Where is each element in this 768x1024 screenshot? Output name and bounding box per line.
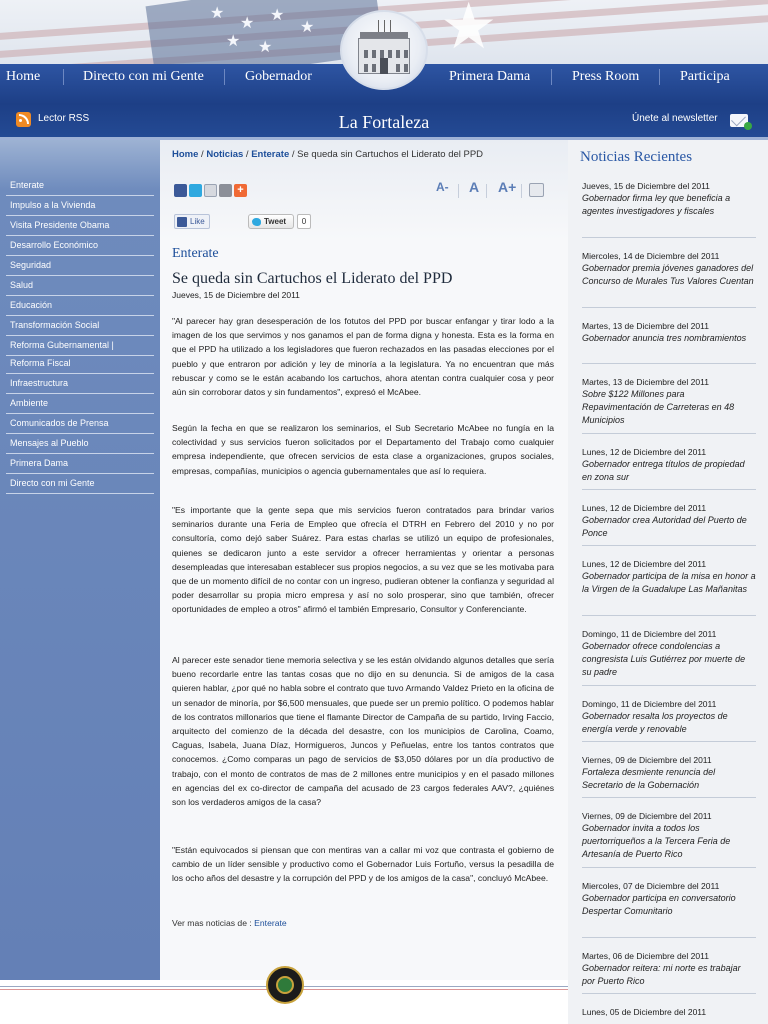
news-headline[interactable]: Gobernador premia jóvenes ganadores del Concurso de Murales Tus Valores Cuentan xyxy=(582,263,754,286)
sidebar-item-impulso-vivienda[interactable]: Impulso a la Vivienda xyxy=(6,196,154,216)
breadcrumb-noticias[interactable]: Noticias xyxy=(206,149,244,160)
breadcrumb-separator: / xyxy=(289,149,298,160)
text-smaller-button[interactable]: A- xyxy=(436,180,449,194)
nav-separator xyxy=(659,69,660,85)
star-icon: ★ xyxy=(258,39,273,56)
news-item[interactable] xyxy=(582,376,756,434)
text-normal-button[interactable]: A xyxy=(469,179,480,195)
sidebar-item-reforma-gubernamental[interactable]: Reforma Gubernamental | xyxy=(6,336,154,356)
nav-participa[interactable]: Participa xyxy=(680,69,730,84)
twitter-icon[interactable] xyxy=(189,184,202,197)
mail-icon[interactable] xyxy=(730,114,748,127)
news-item[interactable] xyxy=(582,446,756,490)
print-icon[interactable] xyxy=(219,184,232,197)
seal-icon xyxy=(266,966,304,1004)
news-item[interactable] xyxy=(582,180,756,238)
news-item[interactable] xyxy=(582,250,756,308)
news-date: Domingo, 11 de Diciembre del 2011 xyxy=(582,699,717,709)
rss-icon[interactable] xyxy=(16,112,31,127)
breadcrumb-home[interactable]: Home xyxy=(172,149,199,160)
news-date: Miercoles, 07 de Diciembre del 2011 xyxy=(582,881,720,891)
news-item[interactable] xyxy=(582,558,756,616)
news-date: Lunes, 12 de Diciembre del 2011 xyxy=(582,447,707,457)
news-headline[interactable]: Fortaleza desmiente renuncia del Secretario de la Gobernación xyxy=(582,767,716,790)
article-date: Jueves, 15 de Diciembre del 2011 xyxy=(172,290,300,300)
like-label: Like xyxy=(190,217,205,226)
rss-link[interactable]: Lector RSS xyxy=(38,113,90,124)
tool-separator xyxy=(521,184,522,198)
news-date: Domingo, 11 de Diciembre del 2011 xyxy=(582,629,717,639)
sidebar-item-reforma-fiscal[interactable]: Reforma Fiscal xyxy=(6,354,154,374)
tweet-count: 0 xyxy=(297,214,311,229)
news-item[interactable] xyxy=(582,754,756,798)
news-headline[interactable]: Gobernador firma ley que beneficia a agentes investigadores y fiscales xyxy=(582,193,731,216)
news-date: Miercoles, 14 de Diciembre del 2011 xyxy=(582,251,720,261)
news-item[interactable] xyxy=(582,320,756,364)
sidebar-item-desarrollo-economico[interactable]: Desarrollo Económico xyxy=(6,236,154,256)
news-headline[interactable]: Gobernador crea Autoridad del Puerto de Ponce xyxy=(582,515,747,538)
news-date: Martes, 13 de Diciembre del 2011 xyxy=(582,321,709,331)
article-paragraph: Según la fecha en que se realizaron los seminarios, el Sub Secretario McAbee no fungía en la colectividad y sus servicios fueron solicitados por el Departamento del Trabajo como cualquier empresa independiente, que ofrecen servicios de esta clase a organizaciones, grupos sociales, empresas, compañías, municipios o agencia gubernamentales que así lo requiera. xyxy=(172,423,554,476)
news-date: Lunes, 12 de Diciembre del 2011 xyxy=(582,503,707,513)
star-icon: ★ xyxy=(226,33,241,50)
breadcrumb xyxy=(172,148,483,162)
sidebar-item-educacion[interactable]: Educación xyxy=(6,296,154,316)
sidebar-item-transformacion-social[interactable]: Transformación Social xyxy=(6,316,154,336)
email-icon[interactable] xyxy=(204,184,217,197)
news-item[interactable] xyxy=(582,880,756,938)
nav-separator xyxy=(224,69,225,85)
text-larger-button[interactable]: A+ xyxy=(498,179,517,195)
sidebar xyxy=(0,140,160,980)
more-news-prefix: Ver mas noticias de : xyxy=(172,918,255,928)
news-date: Jueves, 15 de Diciembre del 2011 xyxy=(582,181,710,191)
article-panel xyxy=(160,140,568,980)
news-item[interactable] xyxy=(582,628,756,686)
nav-separator xyxy=(63,69,64,85)
news-date: Lunes, 05 de Diciembre del 2011 xyxy=(582,1007,707,1017)
news-headline[interactable]: Gobernador invita a todos los puertorriqueños a la Tercera Feria de Artesanía de Puerto Rico xyxy=(582,823,731,859)
news-headline[interactable]: Sobre $122 Millones para Repavimentación de Carreteras en 48 Municipios xyxy=(582,389,735,425)
nav-home[interactable]: Home xyxy=(6,69,41,84)
header-subbar xyxy=(0,104,768,140)
tweet-button[interactable] xyxy=(248,214,294,229)
nav-press-room[interactable]: Press Room xyxy=(572,69,640,84)
breadcrumb-enterate[interactable]: Enterate xyxy=(251,149,290,160)
sidebar-item-primera-dama[interactable]: Primera Dama xyxy=(6,454,154,474)
palace-emblem-icon[interactable] xyxy=(340,10,428,90)
sidebar-item-directo-con-mi-gente[interactable]: Directo con mi Gente xyxy=(6,474,154,494)
news-date: Viernes, 09 de Diciembre del 2011 xyxy=(582,755,712,765)
footer xyxy=(0,980,568,1024)
news-headline[interactable]: Gobernador participa en conversatorio Despertar Comunitario xyxy=(582,893,736,916)
recent-news-title: Noticias Recientes xyxy=(580,149,693,165)
facebook-icon[interactable] xyxy=(174,184,187,197)
article-paragraph: "Están equivocados si piensan que con mentiras van a callar mi voz que contrasta el gobierno de cambio de un líder sensible y productivo como el Gobernador Luis Fortuño, versus la pesadilla de los ocho años del desastre y la corrupción del PPD y de los amigos de la casa", concluyó McAbee. xyxy=(172,845,554,884)
star-icon: ★ xyxy=(270,7,285,24)
news-item[interactable] xyxy=(582,502,756,546)
news-headline[interactable]: Gobernador anuncia tres nombramientos xyxy=(582,333,747,343)
breadcrumb-separator: / xyxy=(243,149,252,160)
star-icon: ★ xyxy=(440,0,498,62)
news-date: Viernes, 09 de Diciembre del 2011 xyxy=(582,811,712,821)
sidebar-item-salud[interactable]: Salud xyxy=(6,276,154,296)
star-icon: ★ xyxy=(240,15,255,32)
site-title: La Fortaleza xyxy=(338,112,430,132)
article-paragraph: "Al parecer hay gran desesperación de los fotutos del PPD por buscar enfangar y tirar lodo a la imagen de los que servimos y nos ganamos el pan de forma digna y honesta. Esta es la forma en que el PPD ha utilizado a los legisladores que fueron rechazados en las pasadas elecciones por el pueblo y que entraron por adición y ley de minoría a la legislatura. Ya no encuentran que más rebuscar y como se le están acabando los cartuchos, ahora atentan contra cualquier cosa y peor aún sin corroborar datos y sin fundamentos", expresó el McAbee. xyxy=(172,316,554,398)
news-item[interactable] xyxy=(582,1006,756,1024)
news-item[interactable] xyxy=(582,698,756,742)
sidebar-item-comunicados-prensa[interactable]: Comunicados de Prensa xyxy=(6,414,154,434)
sidebar-item-mensajes-pueblo[interactable]: Mensajes al Pueblo xyxy=(6,434,154,454)
more-news-link[interactable]: Enterate xyxy=(254,918,287,928)
more-news xyxy=(172,916,287,930)
news-headline[interactable]: Gobernador reitera: mi norte es trabajar por Puerto Rico xyxy=(582,963,741,986)
breadcrumb-separator: / xyxy=(198,149,207,160)
article-paragraph: Al parecer este senador tiene memoria selectiva y se les están olvidando algunos detalles que sería bueno recordarle entre las tantas cosas que no dijo en su denuncia. Si de amigos de la casa quieren hablar, ¿por qué no habla sobre el contrato que tuvo Armando Valdez Prieto en la oficina de un senador de minoría, por $6,500 mensuales, que puede ser un premio político. O podemos hablar de los contratos millonarios que tiene el flamante Director de Campaña de su partido, Irving Faccio, arquitecto del comienzo de la década del desastre, con los municipios de Carolina, Coamo, Caguas, Isabela, Juana Díaz, Hormigueros, Juncos y Peñuelas, entre los tantos contratos que conocemos. ¿Como comparas un pago de servicios de $3,050 dólares por un día productivo de trabajo, con el monto de contratos de mas de 2 millones entre municipios y en el pasado millones en agencias del ex co-director de campaña del acusado de 23 cargos federales AAV?, ¿quiénes son los verdaderos amigos de la casa? xyxy=(172,655,554,808)
news-item[interactable] xyxy=(582,950,756,994)
star-icon: ★ xyxy=(300,19,315,36)
article-title: Se queda sin Cartuchos el Liderato del PPD xyxy=(172,270,453,287)
breadcrumb-current: Se queda sin Cartuchos el Liderato del PPD xyxy=(297,149,484,160)
sidebar-item-enterate[interactable]: Enterate xyxy=(6,176,154,196)
nav-primera-dama[interactable]: Primera Dama xyxy=(449,69,531,84)
news-item[interactable] xyxy=(582,810,756,868)
news-headline[interactable]: Gobernador resalta los proyectos de energía verde y renovable xyxy=(582,711,728,734)
facebook-like-button[interactable] xyxy=(174,214,210,229)
nav-gobernador[interactable]: Gobernador xyxy=(245,69,312,84)
news-date: Martes, 13 de Diciembre del 2011 xyxy=(582,377,709,387)
tweet-label: Tweet xyxy=(264,217,287,226)
sidebar-item-ambiente[interactable]: Ambiente xyxy=(6,394,154,414)
news-date: Martes, 06 de Diciembre del 2011 xyxy=(582,951,709,961)
nav-separator xyxy=(551,69,552,85)
recent-news-panel xyxy=(568,140,768,1024)
newsletter-link[interactable]: Únete al newsletter xyxy=(632,113,718,124)
sidebar-item-infraestructura[interactable]: Infraestructura xyxy=(6,374,154,394)
printer-icon[interactable] xyxy=(529,183,544,197)
star-icon: ★ xyxy=(210,5,225,22)
news-headline[interactable]: Gobernador entrega títulos de propiedad en zona sur xyxy=(582,459,745,482)
section-label: Enterate xyxy=(172,246,219,261)
sidebar-item-seguridad[interactable]: Seguridad xyxy=(6,256,154,276)
news-headline[interactable]: Gobernador participa de la misa en honor a la Virgen de la Guadalupe Las Mañanitas xyxy=(582,571,756,594)
news-headline[interactable]: Gobernador ofrece condolencias a congresista Luis Gutiérrez por muerte de su padre xyxy=(582,641,746,677)
tool-separator xyxy=(486,184,487,198)
article-paragraph: "Es importante que la gente sepa que mis servicios fueron contratados para brindar varios seminarios durante una Feria de Empleo que ofrecía el DTRH en Febrero del 2010 y no por consultoría, como dejó saber Suárez. Para estas charlas se utilizó un equipo de profesionales, quienes se dedicaron junto a este servidor a ofrecer herramientas y orientar a personas desempleadas que interesaban establecer sus propios negocios, a su vez que se les motivaba para que de un momento difícil de no contar con un ingreso, pudieran obtener la confianza y seguridad al poder desarrollar su propia micro empresa y así no solo prosperar, sino que también, ofrecer oportunidades de empleo a otros" afirmó el también Empresario, Consultor y Conferenciante. xyxy=(172,505,554,615)
tool-separator xyxy=(458,184,459,198)
nav-directo-con-mi-gente[interactable]: Directo con mi Gente xyxy=(83,69,204,84)
share-plus-icon[interactable]: + xyxy=(234,184,247,197)
sidebar-item-visita-obama[interactable]: Visita Presidente Obama xyxy=(6,216,154,236)
news-date: Lunes, 12 de Diciembre del 2011 xyxy=(582,559,707,569)
